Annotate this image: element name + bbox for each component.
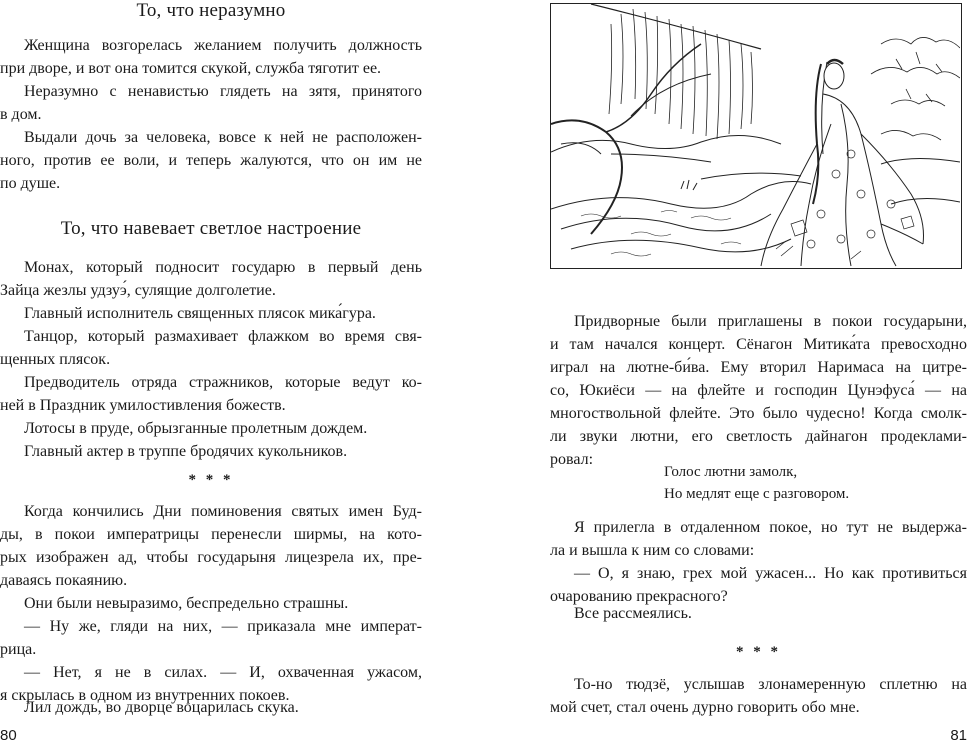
- text-line: — Ну же, гляди на них, — приказала мне императ-: [24, 618, 422, 635]
- text-line: по душе.: [0, 175, 61, 192]
- text-line: Выдали дочь за человека, вовсе к ней не расположен-: [24, 129, 422, 146]
- paragraph: [0, 256, 422, 302]
- right-page: [550, 0, 967, 746]
- paragraph: [0, 80, 422, 126]
- paragraph: [0, 371, 422, 417]
- text-line: Я прилегла в отдаленном покое, но тут не выдержа-: [574, 519, 967, 536]
- paragraph: [0, 500, 422, 592]
- paragraph: [0, 325, 422, 371]
- text-line: многоствольной флейте. Это было чудесно! Когда смолк-: [550, 405, 967, 422]
- paragraph: [0, 615, 422, 661]
- text-line: Они были невыразимо, беспредельно страшны.: [24, 595, 349, 612]
- text-line: ла и вышла к ним со словами:: [550, 542, 755, 559]
- paragraph: [0, 302, 422, 325]
- text-line: ровал:: [550, 451, 594, 468]
- text-line: Когда кончились Дни поминовения святых имен Буд-: [24, 503, 422, 520]
- text-line: очарованию прекрасного?: [550, 588, 728, 605]
- text-line: со, Юкиёси — на флейте и господин Цунэфуса́ — на: [550, 382, 967, 399]
- text-line: Все рассмеялись.: [574, 605, 692, 622]
- text-line: Монах, который подносит государю в первый день: [24, 259, 422, 276]
- paragraph: [0, 696, 422, 719]
- text-line: Неразумно с ненавистью глядеть на зятя, принятого: [24, 83, 422, 100]
- text-line: Придворные были приглашены в покои государыни,: [574, 313, 967, 330]
- text-line: — Нет, я не в силах. — И, охваченная ужасом,: [24, 664, 422, 681]
- text-line: даваясь покаянию.: [0, 572, 128, 589]
- text-line: Женщина возгорелась желанием получить должность: [24, 37, 422, 54]
- text-line: ды, в покои императрицы перенесли ширмы, на кото-: [0, 526, 422, 543]
- text-line: мой счет, стал очень дурно говорить обо мне.: [550, 699, 860, 716]
- paragraph: [550, 310, 967, 471]
- text-line: Лотосы в пруде, обрызганные пролетным дождем.: [24, 420, 368, 437]
- text-line: играл на лютне-би́ва. Ему вторил Наримаса на цитре-: [550, 359, 967, 376]
- text-line: Лил дождь, во дворце воцарилась скука.: [24, 699, 299, 716]
- paragraph: [0, 440, 422, 463]
- poem-verse: [664, 461, 849, 505]
- text-line: Зайца жезлы удзуэ́, сулящие долголетие.: [0, 282, 276, 299]
- text-line: рица.: [0, 641, 37, 658]
- text-line: щенных плясок.: [0, 351, 111, 368]
- text-line: ней в Праздник умилостивления божеств.: [0, 397, 286, 414]
- text-line: То-но тюдзё, услышав злонамеренную сплетню на: [574, 676, 967, 693]
- paragraph: [0, 417, 422, 440]
- section-divider-stars: * * *: [188, 472, 234, 488]
- section-heading-unreasonable: То, что неразумно: [136, 0, 286, 21]
- text-line: ного, против ее воли, и теперь жалуются, что он им не: [0, 152, 422, 169]
- text-line: и там начался концерт. Сёнагон Митика́та превосходно: [550, 336, 967, 353]
- text-line: — О, я знаю, грех мой ужасен... Но как противиться: [574, 565, 967, 582]
- text-line: при дворе, и вот она томится скукой, служба тяготит ее.: [0, 60, 382, 77]
- text-line: я скрылась в одном из внутренних покоев.: [0, 687, 290, 704]
- paragraph: [0, 592, 422, 615]
- left-page: [0, 0, 422, 746]
- paragraph: [550, 516, 967, 562]
- text-line: в дом.: [0, 106, 42, 123]
- paragraph: [0, 126, 422, 195]
- section-heading-bright-mood: То, что навевает светлое настроение: [60, 218, 362, 239]
- page-number-left: 80: [0, 727, 17, 744]
- text-line: ли звуки лютни, его светлость дайнагон продеклами-: [550, 428, 967, 445]
- paragraph: [550, 673, 967, 719]
- page-number-right: 81: [950, 727, 967, 744]
- text-line: Главный исполнитель священных плясок мика́гура.: [24, 305, 376, 322]
- text-line: Предводитель отряда стражников, которые ведут ко-: [24, 374, 422, 391]
- paragraph: [0, 34, 422, 80]
- section-divider-stars: * * *: [736, 644, 781, 660]
- text-line: Главный актер в труппе бродячих кукольников.: [24, 443, 348, 460]
- verse-line: Но медлят еще с разговором.: [664, 486, 850, 502]
- verse-line: Голос лютни замолк,: [664, 464, 798, 480]
- text-line: рых изображен ад, чтобы государыня лицезрела их, пре-: [0, 549, 422, 566]
- paragraph: [550, 602, 967, 625]
- text-line: Танцор, который размахивает флажком во время свя-: [24, 328, 422, 345]
